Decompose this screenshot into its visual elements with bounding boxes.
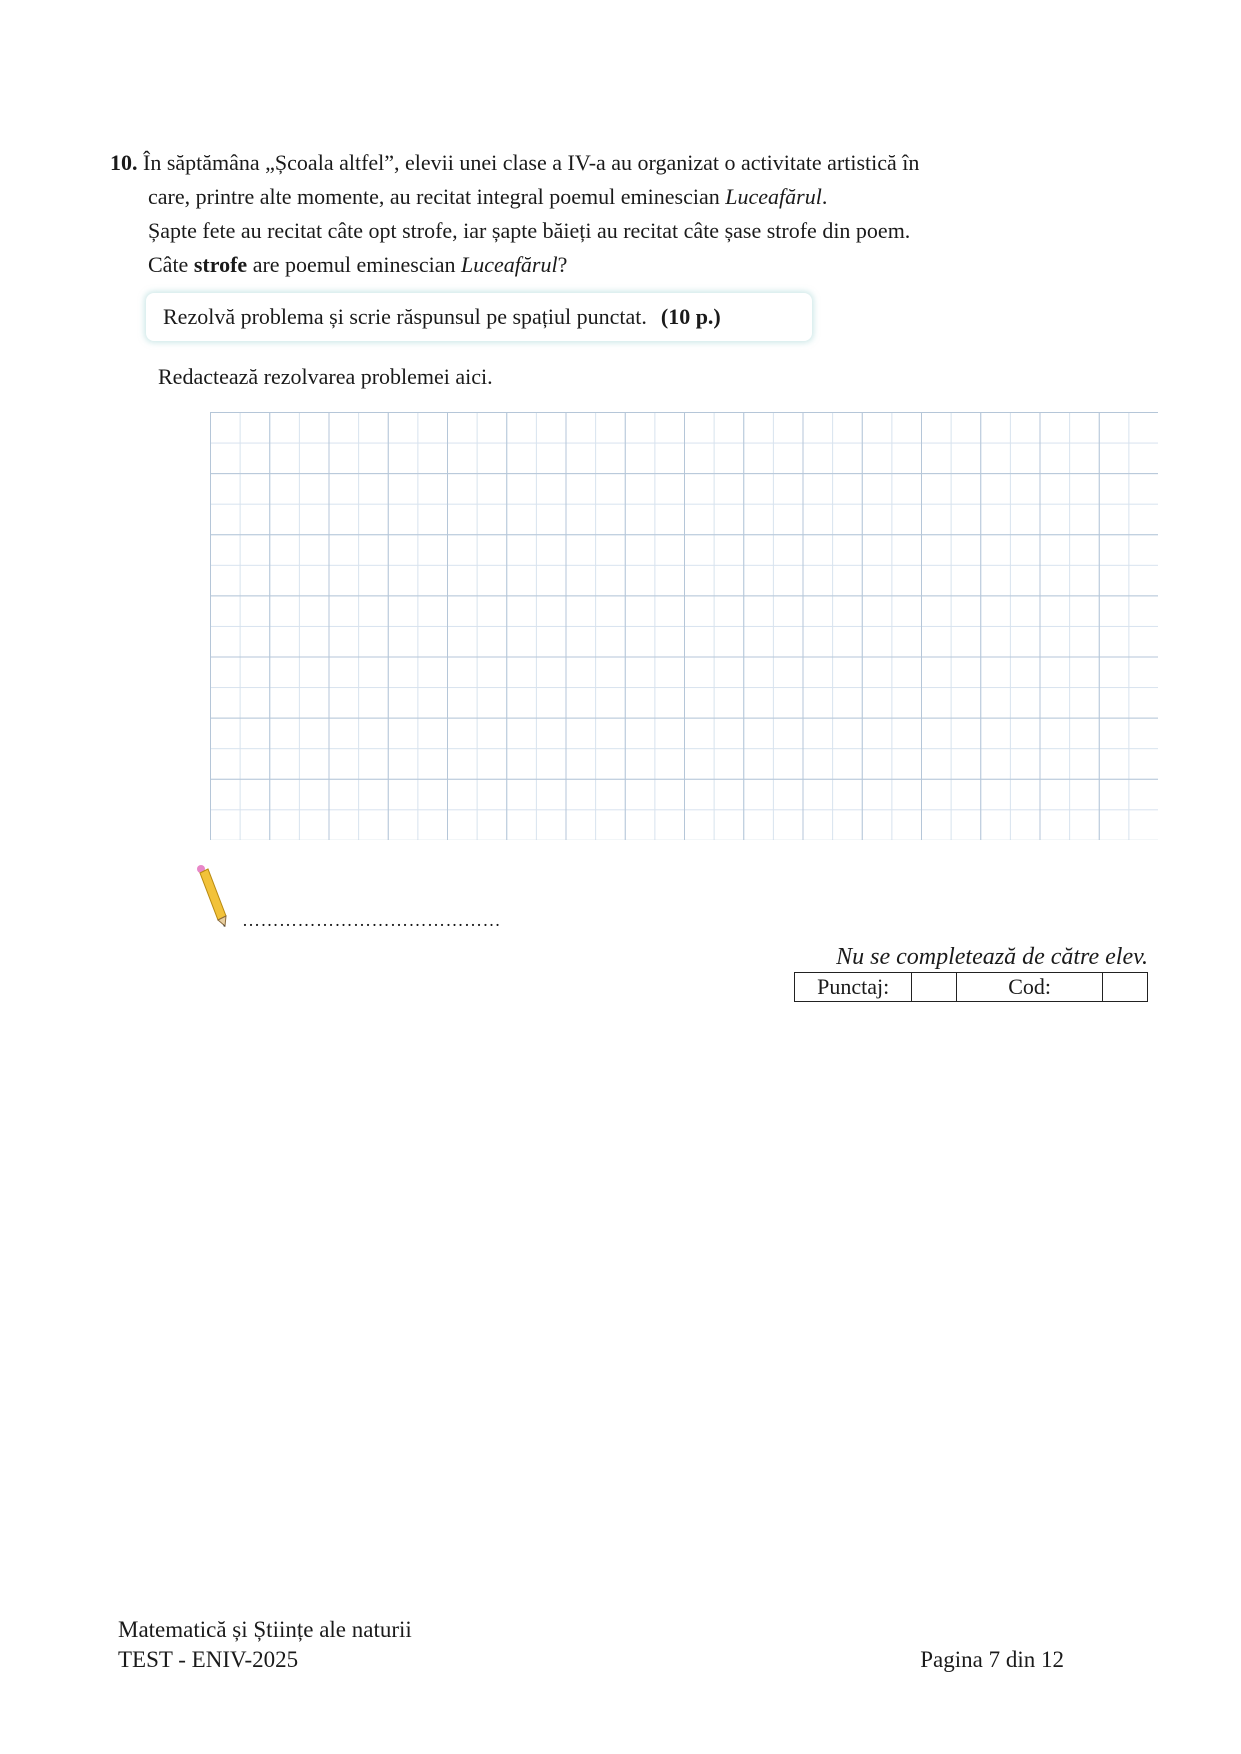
question-number: 10.	[110, 150, 138, 175]
footer-test-code: TEST - ENIV-2025	[118, 1647, 299, 1672]
poem-title: Luceafărul	[725, 184, 822, 209]
code-cell	[1102, 973, 1147, 1002]
footer-page-number: Pagina 7 din 12	[920, 1647, 1064, 1672]
question-line-4: Câte strofe are poemul eminescian Luceafărul?	[148, 252, 568, 277]
score-label: Punctaj:	[795, 973, 912, 1002]
solution-grid[interactable]	[210, 412, 1158, 840]
question-line-3: Șapte fete au recitat câte opt strofe, iar șapte băieți au recitat câte șase strofe din poem.	[148, 218, 911, 243]
points-label: (10 p.)	[660, 304, 721, 329]
pencil-icon	[196, 864, 230, 928]
footer-left	[118, 1615, 412, 1675]
grading-table	[794, 972, 1148, 1002]
question-line-1: 10. În săptămâna „Școala altfel”, elevii unei clase a IV-a au organizat o activitate artistică în	[110, 150, 920, 175]
footer-subject: Matematică și Științe ale naturii	[118, 1617, 412, 1642]
question-line-2: care, printre alte momente, au recitat integral poemul eminescian Luceafărul.	[148, 184, 828, 209]
instruction-text: Rezolvă problema și scrie răspunsul pe spațiul punctat.	[163, 304, 647, 329]
code-label: Cod:	[957, 973, 1102, 1002]
workspace-label: Redactează rezolvarea problemei aici.	[158, 364, 493, 389]
score-cell	[912, 973, 957, 1002]
question-text	[110, 146, 1110, 282]
instruction-box	[146, 293, 812, 341]
poem-title: Luceafărul	[461, 252, 558, 277]
grading-note: Nu se completează de către elev.	[836, 944, 1148, 970]
answer-field[interactable]: ……………………………………	[242, 910, 501, 930]
